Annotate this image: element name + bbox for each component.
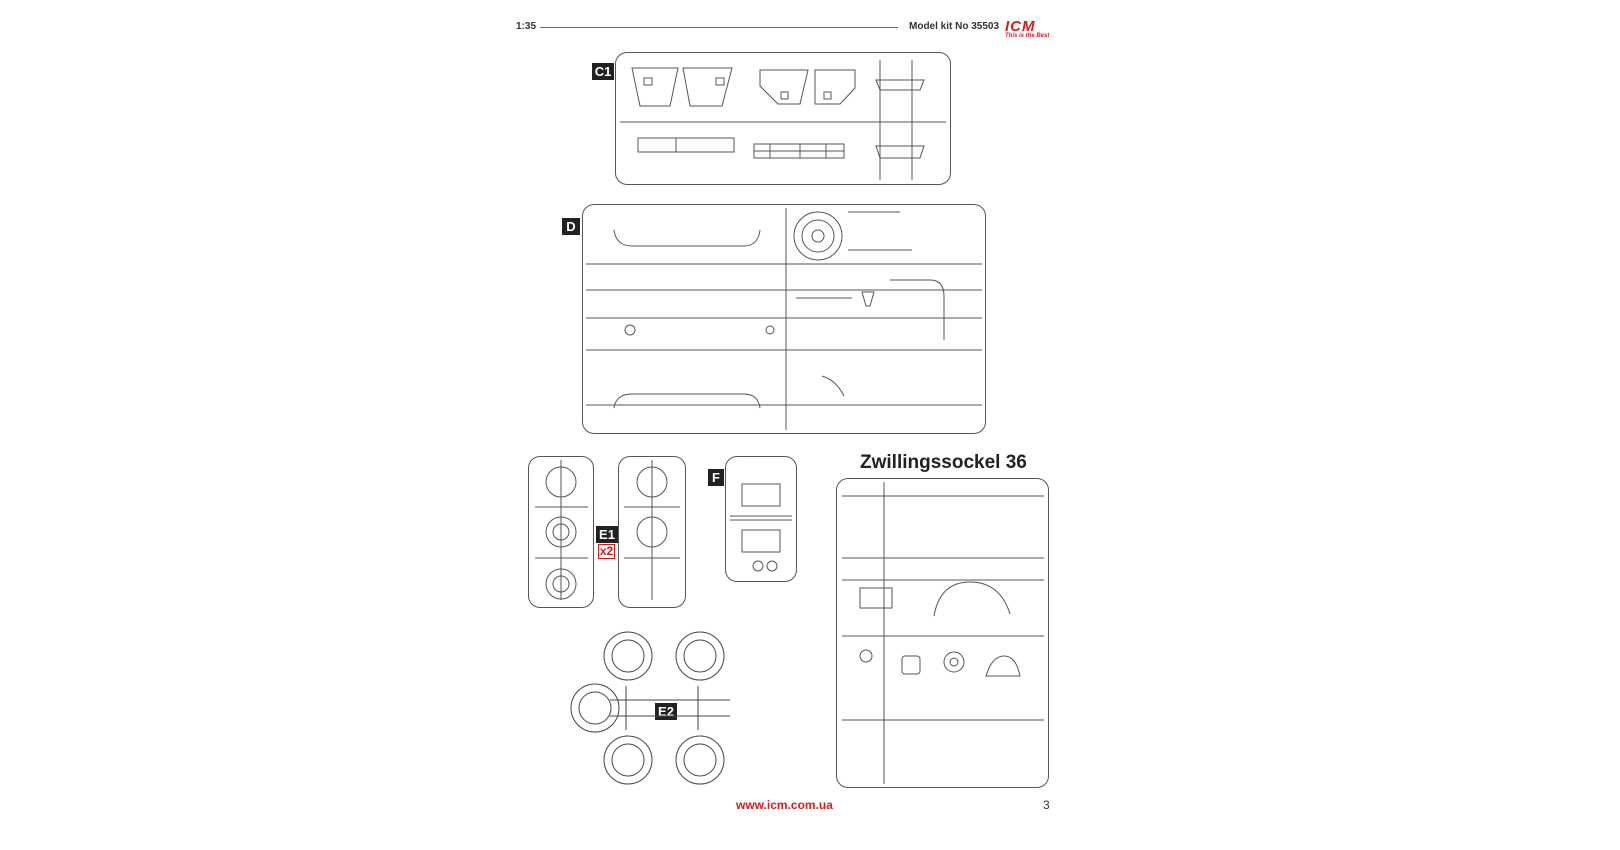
logo-text: ICM [1005,18,1036,35]
logo-tagline: This is the Best [1005,33,1050,39]
page-number: 3 [1043,798,1050,812]
scale-label: 1:35 [516,21,537,32]
sprue-c1-label: C1 [592,63,614,80]
sprue-d-label: D [562,218,580,235]
website-link[interactable]: www.icm.com.ua [736,798,833,812]
kit-number: Model kit No 35503 [909,21,1000,32]
sprue-e1-multiplier: x2 [599,544,614,558]
sprue-e1-label: E1 [596,526,618,543]
section-title: Zwillingssockel 36 [860,452,1027,473]
sprue-e2-label: E2 [655,703,677,720]
sprue-f-label: F [708,469,724,486]
